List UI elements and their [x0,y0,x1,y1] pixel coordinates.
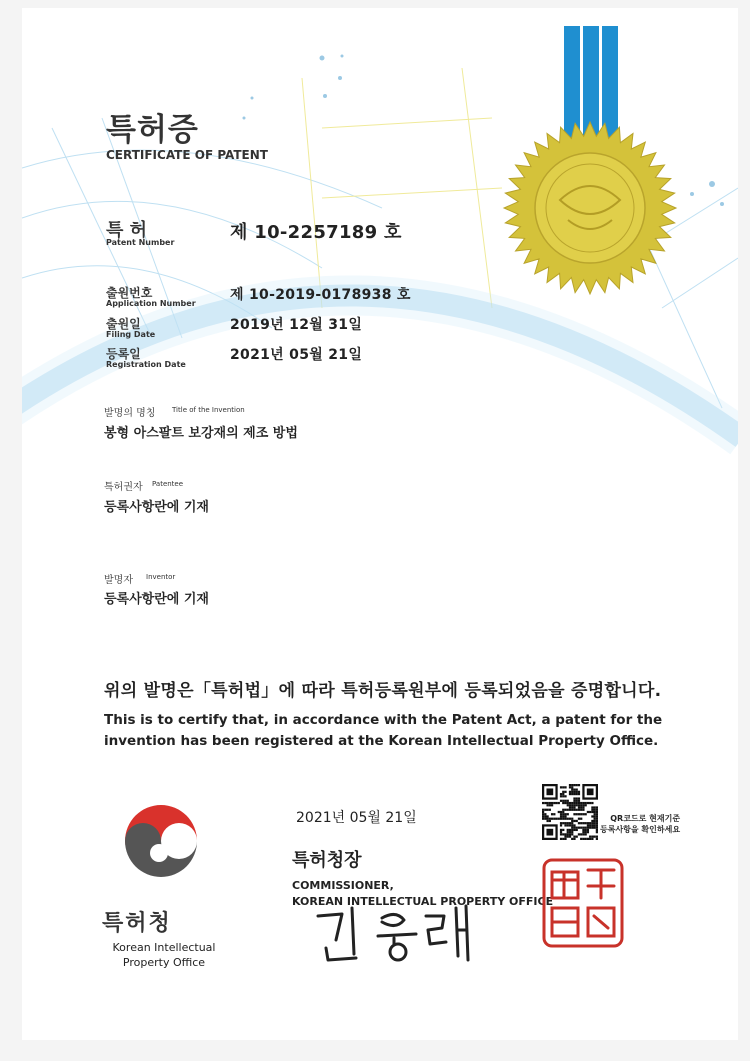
invention-title-label-en: Title of the Invention [172,406,245,414]
kipo-logo-icon [118,804,204,890]
invention-title-label: 발명의 명칭 [104,408,156,419]
issue-date: 2021년 05월 21일 [296,810,417,826]
qr-code[interactable] [542,784,598,840]
registration-date-value: 2021년 05월 21일 [230,347,363,363]
invention-title-value: 봉형 아스팔트 보강재의 제조 방법 [104,426,298,441]
kipo-name-english-line1: Korean Intellectual [112,941,216,954]
filing-date-label-en: Filing Date [106,330,156,339]
application-number-value: 제 10-2019-0178938 호 [230,287,411,303]
official-stamp [542,858,624,948]
qr-caption-line1: QR코드로 현재기준 [610,814,681,823]
title-korean: 특허증 [106,112,199,148]
certificate-page [22,8,738,1040]
patentee-label: 특허권자 [104,482,143,493]
inventor-value: 등록사항란에 기재 [104,592,209,607]
gold-seal [502,120,678,296]
patent-number-label: 특 허 [106,220,148,241]
patentee-label-en: Patentee [152,480,184,488]
commissioner-title-korean: 특허청장 [292,850,362,871]
filing-date-value: 2019년 12월 31일 [230,317,363,333]
application-number-label: 출원번호 [106,286,153,300]
qr-caption [600,813,680,835]
application-number-label-en: Application Number [106,299,196,308]
patent-number-value: 제 10-2257189 호 [230,222,402,243]
inventor-label-en: Inventor [146,573,176,581]
title-english: CERTIFICATE OF PATENT [106,148,268,162]
filing-date-label: 출원일 [106,317,141,331]
inventor-label: 발명자 [104,575,133,586]
kipo-name-english-line2: Property Office [122,956,206,969]
certification-text-korean: 위의 발명은「특허법」에 따라 특허등록원부에 등록되었음을 증명합니다. [104,681,662,701]
commissioner-signature [312,904,482,966]
registration-date-label: 등록일 [106,347,141,361]
patent-number-label-en: Patent Number [106,238,175,247]
commissioner-title-line2: KOREAN INTELLECTUAL PROPERTY OFFICE [292,895,554,908]
commissioner-title-line1: COMMISSIONER, [292,879,394,892]
certification-text-english: This is to certify that, in accordance with the Patent Act, a patent for the invention has been registered at the Korean Intellectual Property Office. [104,712,663,749]
registration-date-label-en: Registration Date [106,360,186,369]
qr-caption-line2: 등록사항을 확인하세요 [600,825,681,834]
kipo-name-korean: 특허청 [102,911,172,936]
patentee-value: 등록사항란에 기재 [104,500,209,515]
kipo-name-english [94,940,234,970]
